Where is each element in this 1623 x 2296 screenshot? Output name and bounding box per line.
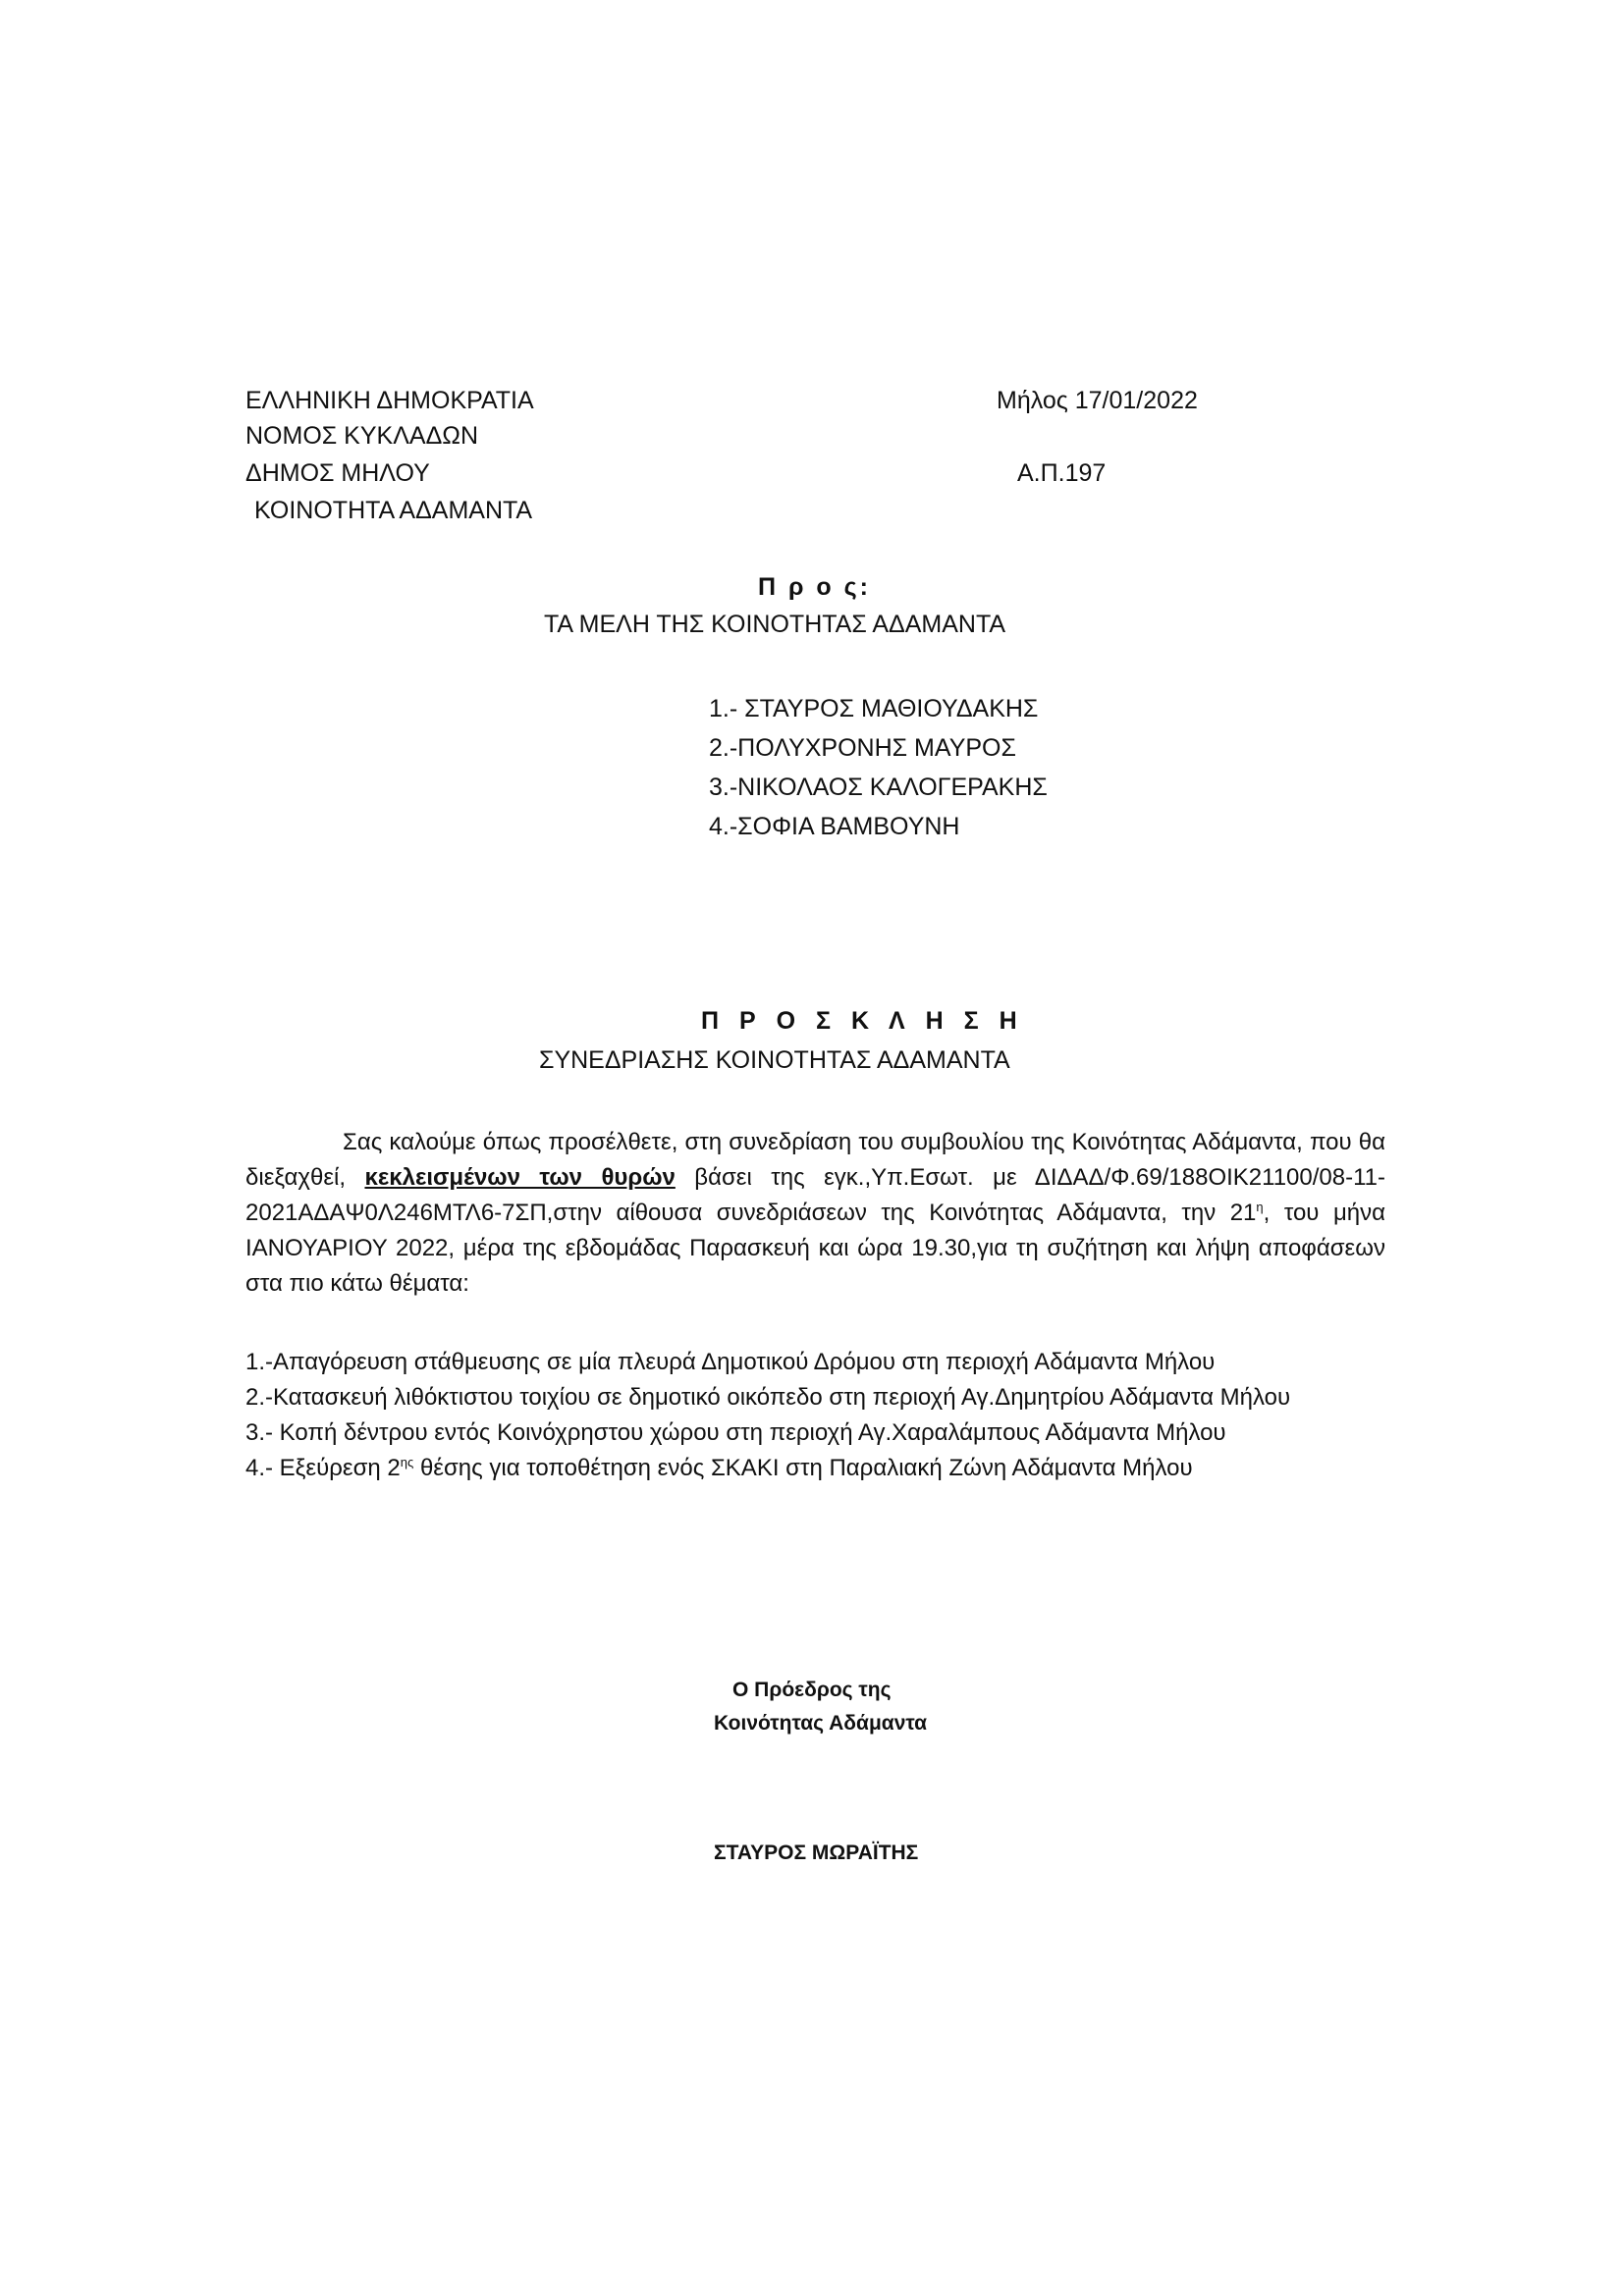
closed-doors-emphasis: κεκλεισμένων των θυρών <box>364 1164 676 1191</box>
invitation-body-part-2: βάσει της εγκ.,Υπ.Εσωτ. με ΔΙΔΑΔ/Φ.69/188ΟΙΚ21100/08-11-2021ΑΔΑΨ0Λ246ΜΤΛ6-7ΣΠ,στην αίθουσα συνεδριάσεων της Κοινότητας Αδάμαντα, την 21 <box>245 1164 1386 1226</box>
issuer-line-4: ΚΟΙΝΟΤΗΤΑ ΑΔΑΜΑΝΤΑ <box>254 497 533 524</box>
agenda-item: 3.- Κοπή δέντρου εντός Κοινόχρηστου χώρου στη περιοχή Αγ.Χαραλάμπους Αδάμαντα Μήλου <box>245 1419 1226 1446</box>
signatory-role-line-2: Κοινότητας Αδάμαντα <box>714 1712 928 1735</box>
agenda-item <box>245 1451 1385 1486</box>
ordinal-suffix: ης <box>400 1455 414 1469</box>
agenda-item-4-post: θέσης για τοποθέτηση ενός ΣΚΑΚΙ στη Παραλιακή Ζώνη Αδάμαντα Μήλου <box>413 1455 1193 1481</box>
recipient-member: 4.-ΣΟΦΙΑ ΒΑΜΒΟΥΝΗ <box>709 813 960 840</box>
document-date: Μήλος 17/01/2022 <box>997 387 1198 414</box>
recipients-group: ΤΑ ΜΕΛΗ ΤΗΣ ΚΟΙΝΟΤΗΤΑΣ ΑΔΑΜΑΝΤΑ <box>544 611 1006 638</box>
recipients-list <box>709 689 1048 846</box>
issuer-line-1: ΕΛΛΗΝΙΚΗ ΔΗΜΟΚΡΑΤΙΑ <box>245 387 534 414</box>
recipient-member: 3.-ΝΙΚΟΛΑΟΣ ΚΑΛΟΓΕΡΑΚΗΣ <box>709 774 1048 801</box>
invitation-body-part-3: , του μήνα ΙΑΝΟΥΑΡΙΟΥ 2022, μέρα της εβδομάδας Παρασκευή και ώρα 19.30,για τη συζήτηση και λήψη αποφάσεων στα πιο κάτω θέματα: <box>245 1200 1385 1297</box>
issuer-line-3: ΔΗΜΟΣ ΜΗΛΟΥ <box>245 459 430 487</box>
signatory-name: ΣΤΑΥΡΟΣ ΜΩΡΑΪΤΗΣ <box>714 1842 919 1864</box>
invitation-title: Π Ρ Ο Σ Κ Λ Η Σ Η <box>701 1007 1024 1035</box>
invitation-body-part-1: Σας καλούμε όπως προσέλθετε, στη συνεδρίαση του συμβουλίου της Κοινότητας Αδάμαντα, που θα διεξαχθεί, <box>245 1129 1385 1191</box>
agenda-item: 1.-Απαγόρευση στάθμευσης σε μία πλευρά Δημοτικού Δρόμου στη περιοχή Αδάμαντα Μήλου <box>245 1349 1216 1375</box>
signatory-role-line-1: Ο Πρόεδρος της <box>732 1679 892 1701</box>
invitation-subtitle: ΣΥΝΕΔΡΙΑΣΗΣ ΚΟΙΝΟΤΗΤΑΣ ΑΔΑΜΑΝΤΑ <box>539 1046 1010 1074</box>
ordinal-suffix: η <box>1256 1200 1264 1214</box>
agenda-item: 2.-Κατασκευή λιθόκτιστου τοιχίου σε δημοτικό οικόπεδο στη περιοχή Αγ.Δημητρίου Αδάμαντα Μήλου <box>245 1384 1291 1411</box>
protocol-number: Α.Π.197 <box>1017 459 1107 487</box>
recipients-label: Π ρ ο ς: <box>758 573 871 601</box>
recipient-member: 2.-ΠΟΛΥΧΡΟΝΗΣ ΜΑΥΡΟΣ <box>709 734 1016 762</box>
agenda-list <box>245 1345 1385 1486</box>
recipient-member: 1.- ΣΤΑΥΡΟΣ ΜΑΘΙΟΥΔΑΚΗΣ <box>709 695 1039 722</box>
invitation-body <box>245 1125 1385 1302</box>
issuer-line-2: ΝΟΜΟΣ ΚΥΚΛΑΔΩΝ <box>245 422 479 450</box>
agenda-item-4-pre: 4.- Εξεύρεση 2 <box>245 1455 401 1481</box>
